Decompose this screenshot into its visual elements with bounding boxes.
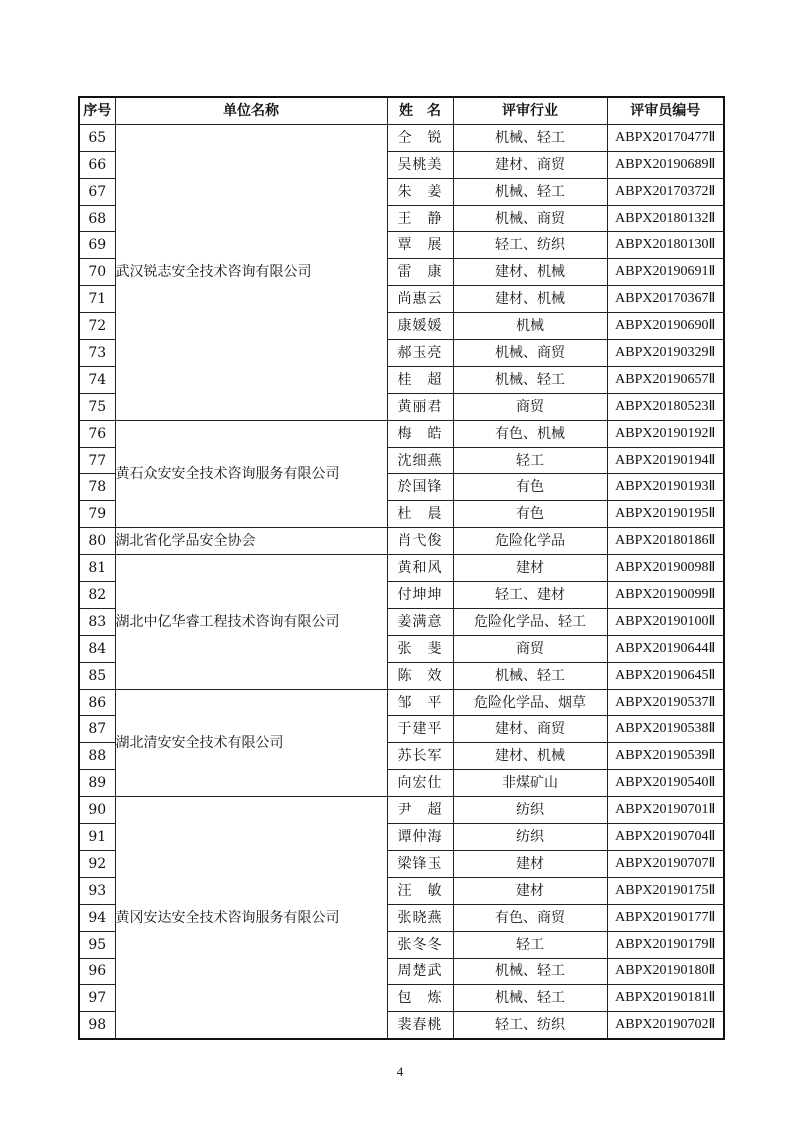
industry-cell: 纺织 [453, 797, 607, 824]
table-row [79, 555, 724, 582]
industry-cell: 有色 [453, 501, 607, 528]
unit-name-cell: 黄冈安达安全技术咨询服务有限公司 [115, 797, 387, 1040]
seq-cell: 70 [79, 259, 115, 286]
seq-cell: 81 [79, 555, 115, 582]
unit-name-cell: 黄石众安安全技术咨询服务有限公司 [115, 420, 387, 528]
industry-cell: 机械 [453, 313, 607, 340]
person-name-cell: 康媛媛 [387, 313, 453, 340]
seq-cell: 90 [79, 797, 115, 824]
seq-cell: 74 [79, 366, 115, 393]
reviewer-id-cell: ABPX20190194Ⅱ [607, 447, 724, 474]
reviewer-id-cell: ABPX20190644Ⅱ [607, 635, 724, 662]
person-name-cell: 覃 展 [387, 232, 453, 259]
industry-cell: 机械、轻工 [453, 662, 607, 689]
industry-cell: 非煤矿山 [453, 770, 607, 797]
reviewer-id-cell: ABPX20190657Ⅱ [607, 366, 724, 393]
reviewer-id-cell: ABPX20190179Ⅱ [607, 931, 724, 958]
reviewer-id-cell: ABPX20190099Ⅱ [607, 582, 724, 609]
person-name-cell: 苏长军 [387, 743, 453, 770]
reviewer-id-cell: ABPX20190329Ⅱ [607, 340, 724, 367]
reviewer-id-cell: ABPX20170477Ⅱ [607, 124, 724, 151]
industry-cell: 轻工、纺织 [453, 232, 607, 259]
reviewer-id-cell: ABPX20170367Ⅱ [607, 286, 724, 313]
reviewer-id-cell: ABPX20190691Ⅱ [607, 259, 724, 286]
seq-cell: 71 [79, 286, 115, 313]
industry-cell: 机械、商贸 [453, 340, 607, 367]
reviewer-id-cell: ABPX20170372Ⅱ [607, 178, 724, 205]
seq-cell: 75 [79, 393, 115, 420]
industry-cell: 纺织 [453, 824, 607, 851]
industry-cell: 机械、轻工 [453, 124, 607, 151]
industry-cell: 轻工 [453, 931, 607, 958]
person-name-cell: 雷 康 [387, 259, 453, 286]
industry-cell: 机械、轻工 [453, 366, 607, 393]
industry-cell: 机械、轻工 [453, 958, 607, 985]
seq-cell: 96 [79, 958, 115, 985]
person-name-cell: 尹 超 [387, 797, 453, 824]
seq-cell: 84 [79, 635, 115, 662]
industry-cell: 轻工 [453, 447, 607, 474]
person-name-cell: 张晓燕 [387, 904, 453, 931]
seq-cell: 73 [79, 340, 115, 367]
industry-cell: 机械、轻工 [453, 985, 607, 1012]
industry-cell: 危险化学品 [453, 528, 607, 555]
reviewer-id-cell: ABPX20190181Ⅱ [607, 985, 724, 1012]
reviewer-id-cell: ABPX20190540Ⅱ [607, 770, 724, 797]
reviewer-id-cell: ABPX20180132Ⅱ [607, 205, 724, 232]
seq-cell: 68 [79, 205, 115, 232]
industry-cell: 建材、商贸 [453, 716, 607, 743]
reviewer-id-cell: ABPX20190538Ⅱ [607, 716, 724, 743]
seq-cell: 97 [79, 985, 115, 1012]
reviewer-id-cell: ABPX20180523Ⅱ [607, 393, 724, 420]
industry-cell: 建材、机械 [453, 743, 607, 770]
person-name-cell: 桂 超 [387, 366, 453, 393]
person-name-cell: 邹 平 [387, 689, 453, 716]
reviewer-id-cell: ABPX20180186Ⅱ [607, 528, 724, 555]
seq-cell: 66 [79, 151, 115, 178]
seq-cell: 65 [79, 124, 115, 151]
seq-cell: 82 [79, 582, 115, 609]
header-row [79, 97, 724, 124]
person-name-cell: 张 斐 [387, 635, 453, 662]
unit-name-cell: 湖北省化学品安全协会 [115, 528, 387, 555]
reviewer-id-cell: ABPX20190177Ⅱ [607, 904, 724, 931]
header-industry: 评审行业 [453, 97, 607, 124]
person-name-cell: 陈 效 [387, 662, 453, 689]
header-name: 姓 名 [387, 97, 453, 124]
seq-cell: 78 [79, 474, 115, 501]
reviewer-id-cell: ABPX20190098Ⅱ [607, 555, 724, 582]
industry-cell: 建材 [453, 877, 607, 904]
reviewer-id-cell: ABPX20190180Ⅱ [607, 958, 724, 985]
reviewer-id-cell: ABPX20190702Ⅱ [607, 1012, 724, 1039]
reviewer-id-cell: ABPX20190690Ⅱ [607, 313, 724, 340]
industry-cell: 危险化学品、轻工 [453, 608, 607, 635]
person-name-cell: 吴桃美 [387, 151, 453, 178]
person-name-cell: 尚惠云 [387, 286, 453, 313]
table-row [79, 124, 724, 151]
person-name-cell: 肖弋俊 [387, 528, 453, 555]
table-body [79, 124, 724, 1039]
table-row [79, 797, 724, 824]
seq-cell: 88 [79, 743, 115, 770]
unit-name-cell: 湖北清安安全技术有限公司 [115, 689, 387, 797]
person-name-cell: 黄丽君 [387, 393, 453, 420]
person-name-cell: 黄和风 [387, 555, 453, 582]
person-name-cell: 张冬冬 [387, 931, 453, 958]
person-name-cell: 梁锋玉 [387, 850, 453, 877]
person-name-cell: 于建平 [387, 716, 453, 743]
reviewer-id-cell: ABPX20190193Ⅱ [607, 474, 724, 501]
reviewer-id-cell: ABPX20190192Ⅱ [607, 420, 724, 447]
industry-cell: 机械、轻工 [453, 178, 607, 205]
industry-cell: 有色 [453, 474, 607, 501]
seq-cell: 94 [79, 904, 115, 931]
person-name-cell: 裴春桃 [387, 1012, 453, 1039]
reviewer-id-cell: ABPX20190175Ⅱ [607, 877, 724, 904]
person-name-cell: 付坤坤 [387, 582, 453, 609]
industry-cell: 商贸 [453, 393, 607, 420]
seq-cell: 67 [79, 178, 115, 205]
person-name-cell: 梅 皓 [387, 420, 453, 447]
reviewer-id-cell: ABPX20190704Ⅱ [607, 824, 724, 851]
industry-cell: 有色、机械 [453, 420, 607, 447]
header-seq: 序号 [79, 97, 115, 124]
reviewer-id-cell: ABPX20180130Ⅱ [607, 232, 724, 259]
header-reviewer-id: 评审员编号 [607, 97, 724, 124]
person-name-cell: 姜满意 [387, 608, 453, 635]
industry-cell: 轻工、纺织 [453, 1012, 607, 1039]
industry-cell: 建材 [453, 850, 607, 877]
person-name-cell: 沈细燕 [387, 447, 453, 474]
seq-cell: 95 [79, 931, 115, 958]
seq-cell: 93 [79, 877, 115, 904]
industry-cell: 建材、商贸 [453, 151, 607, 178]
reviewer-id-cell: ABPX20190707Ⅱ [607, 850, 724, 877]
seq-cell: 77 [79, 447, 115, 474]
seq-cell: 72 [79, 313, 115, 340]
reviewer-id-cell: ABPX20190100Ⅱ [607, 608, 724, 635]
seq-cell: 79 [79, 501, 115, 528]
person-name-cell: 谭仲海 [387, 824, 453, 851]
seq-cell: 98 [79, 1012, 115, 1039]
table-row [79, 528, 724, 555]
person-name-cell: 郝玉亮 [387, 340, 453, 367]
seq-cell: 89 [79, 770, 115, 797]
industry-cell: 有色、商贸 [453, 904, 607, 931]
industry-cell: 机械、商贸 [453, 205, 607, 232]
table-row [79, 420, 724, 447]
seq-cell: 86 [79, 689, 115, 716]
seq-cell: 91 [79, 824, 115, 851]
reviewer-id-cell: ABPX20190645Ⅱ [607, 662, 724, 689]
reviewer-id-cell: ABPX20190701Ⅱ [607, 797, 724, 824]
seq-cell: 87 [79, 716, 115, 743]
industry-cell: 危险化学品、烟草 [453, 689, 607, 716]
seq-cell: 80 [79, 528, 115, 555]
header-unit: 单位名称 [115, 97, 387, 124]
seq-cell: 76 [79, 420, 115, 447]
unit-name-cell: 武汉锐志安全技术咨询有限公司 [115, 124, 387, 420]
reviewer-id-cell: ABPX20190195Ⅱ [607, 501, 724, 528]
person-name-cell: 王 静 [387, 205, 453, 232]
industry-cell: 建材、机械 [453, 286, 607, 313]
industry-cell: 建材、机械 [453, 259, 607, 286]
reviewer-table [78, 96, 725, 1040]
seq-cell: 83 [79, 608, 115, 635]
person-name-cell: 於国锋 [387, 474, 453, 501]
table-row [79, 689, 724, 716]
seq-cell: 69 [79, 232, 115, 259]
unit-name-cell: 湖北中亿华睿工程技术咨询有限公司 [115, 555, 387, 689]
industry-cell: 轻工、建材 [453, 582, 607, 609]
seq-cell: 85 [79, 662, 115, 689]
industry-cell: 建材 [453, 555, 607, 582]
reviewer-id-cell: ABPX20190689Ⅱ [607, 151, 724, 178]
person-name-cell: 向宏仕 [387, 770, 453, 797]
person-name-cell: 杜 晨 [387, 501, 453, 528]
person-name-cell: 包 炼 [387, 985, 453, 1012]
industry-cell: 商贸 [453, 635, 607, 662]
person-name-cell: 汪 敏 [387, 877, 453, 904]
reviewer-id-cell: ABPX20190537Ⅱ [607, 689, 724, 716]
page-number: 4 [396, 1064, 404, 1079]
person-name-cell: 周楚武 [387, 958, 453, 985]
reviewer-id-cell: ABPX20190539Ⅱ [607, 743, 724, 770]
person-name-cell: 朱 姜 [387, 178, 453, 205]
seq-cell: 92 [79, 850, 115, 877]
person-name-cell: 仝 锐 [387, 124, 453, 151]
